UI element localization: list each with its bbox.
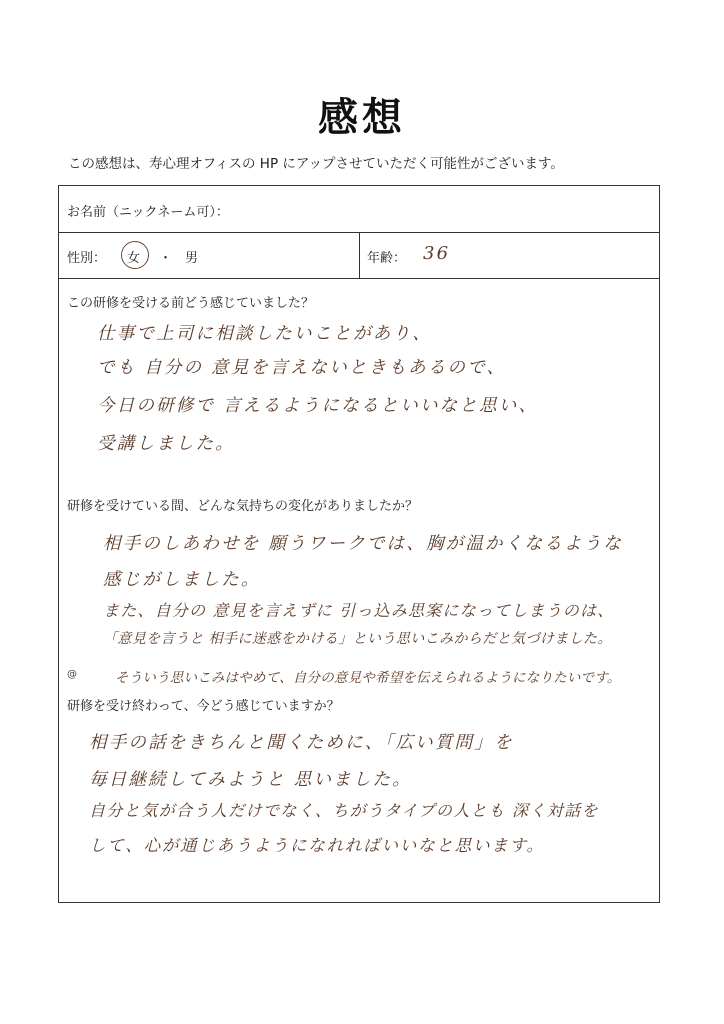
answer-2-line: 感じがしました。 [103,570,261,590]
gender-male: 男 [185,251,199,266]
gender-label: 性別： [67,251,107,266]
annotation-mark: @ [67,669,77,680]
answer-3-line: 相手の話をきちんと聞くために、「広い質問」を [89,733,514,753]
answer-2-line: 相手のしあわせを 願うワークでは、胸が温かくなるような [103,534,623,554]
question-3-label: 研修を受け終わって、今どう感じていますか？ [67,699,340,714]
gender-separator: ・ [159,251,173,266]
answer-1-line: 今日の研修で 言えるようになるといいなと思い、 [97,396,539,416]
column-divider [359,232,360,278]
question-2-label: 研修を受けている間、どんな気持ちの変化がありましたか？ [67,499,419,514]
answer-1-line: 受講しました。 [97,434,235,454]
answer-1-line: 仕事で上司に相談したいことがあり、 [97,324,432,344]
answer-1-line: でも 自分の 意見を言えないときもあるので、 [97,358,507,378]
answer-3-line: 毎日継続してみようと 思いました。 [89,770,412,790]
page-title: 感想 [318,95,406,141]
answer-2-line: また、自分の 意見を言えずに 引っ込み思案になってしまうのは、 [103,601,615,620]
answer-2-line: 「意見を言うと 相手に迷惑をかける」という思いこみからだと気づけました。 [103,631,612,647]
publication-notice: この感想は、寿心理オフィスの HP にアップさせていただく可能性がございます。 [68,156,564,172]
age-value: 36 [423,243,451,264]
answer-3-line: して、心が通じあうようになれればいいなと思います。 [89,836,545,855]
row-divider [59,278,659,279]
feedback-form [58,185,660,903]
question-1-label: この研修を受ける前どう感じていました？ [67,296,315,311]
answer-2-line: そういう思いこみはやめて、自分の意見や希望を伝えられるようになりたいです。 [115,670,621,686]
gender-female: 女 [127,251,141,266]
answer-3-line: 自分と気が合う人だけでなく、ちがうタイプの人とも 深く対話を [89,801,599,820]
name-label: お名前（ニックネーム可）： [67,205,229,220]
age-label: 年齢： [367,251,407,266]
